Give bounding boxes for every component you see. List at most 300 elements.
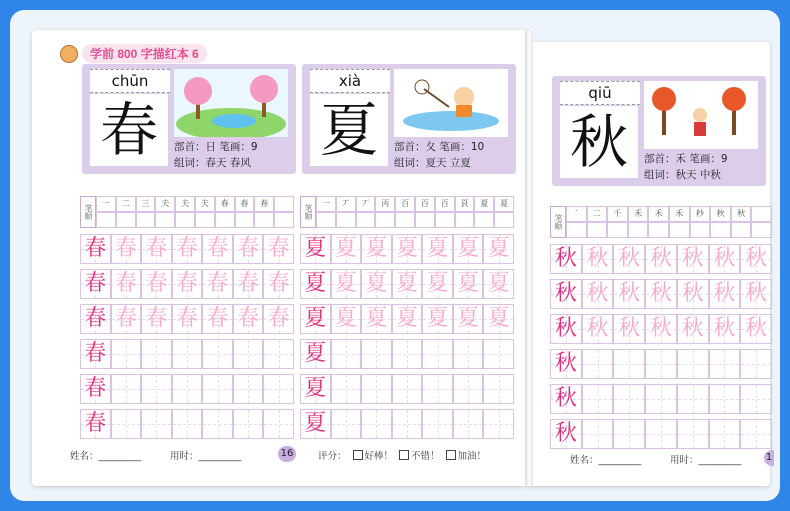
practice-cell[interactable] bbox=[202, 374, 233, 404]
trace-character: 夏 bbox=[334, 306, 357, 331]
practice-cell[interactable] bbox=[677, 349, 709, 379]
practice-cell[interactable] bbox=[422, 304, 453, 334]
trace-character: 夏 bbox=[487, 306, 510, 331]
big-character: 春 bbox=[99, 96, 158, 164]
practice-cell[interactable] bbox=[263, 269, 294, 299]
practice-cell[interactable] bbox=[550, 314, 582, 344]
practice-cell[interactable] bbox=[582, 244, 614, 274]
practice-cell[interactable] bbox=[141, 339, 172, 369]
stroke-cell: 丆 bbox=[356, 196, 376, 212]
practice-cell[interactable] bbox=[233, 269, 264, 299]
name-field: 姓名：_________ bbox=[570, 455, 642, 466]
stroke-cell bbox=[648, 222, 669, 238]
practice-cell[interactable] bbox=[300, 269, 331, 299]
stroke-cell: ′ bbox=[566, 206, 587, 222]
stroke-cell: 丙 bbox=[375, 196, 395, 212]
practice-cell[interactable] bbox=[172, 234, 203, 264]
practice-cell[interactable] bbox=[582, 279, 614, 309]
practice-cell[interactable] bbox=[202, 339, 233, 369]
stroke-cell: 秒 bbox=[690, 206, 711, 222]
practice-cell[interactable] bbox=[80, 339, 111, 369]
practice-cell[interactable] bbox=[80, 374, 111, 404]
practice-cell[interactable] bbox=[613, 279, 645, 309]
model-character: 春 bbox=[84, 411, 107, 436]
stroke-cell bbox=[435, 212, 455, 228]
stroke-cell: 百 bbox=[415, 196, 435, 212]
stroke-cells bbox=[566, 206, 772, 238]
practice-cell[interactable] bbox=[263, 304, 294, 334]
pinyin: xià bbox=[310, 69, 390, 93]
practice-cell[interactable] bbox=[361, 374, 392, 404]
practice-cell[interactable] bbox=[392, 234, 423, 264]
stroke-cell: 禾 bbox=[628, 206, 649, 222]
stroke-cell bbox=[116, 212, 136, 228]
word-examples: 组词：春天 春风 bbox=[174, 157, 251, 169]
practice-cell[interactable] bbox=[613, 419, 645, 449]
trace-character: 秋 bbox=[681, 246, 704, 271]
character-info bbox=[174, 139, 292, 171]
trace-character: 秋 bbox=[586, 316, 609, 341]
practice-cell[interactable] bbox=[582, 349, 614, 379]
practice-cell[interactable] bbox=[233, 374, 264, 404]
practice-cell[interactable] bbox=[141, 269, 172, 299]
practice-cell[interactable] bbox=[422, 234, 453, 264]
trace-character: 夏 bbox=[426, 236, 449, 261]
name-field: 姓名：_________ bbox=[70, 451, 142, 462]
model-character: 夏 bbox=[304, 306, 327, 331]
pinyin: chūn bbox=[90, 69, 170, 93]
stroke-cell bbox=[195, 212, 215, 228]
stroke-cell: 秋 bbox=[710, 206, 731, 222]
trace-character: 秋 bbox=[745, 246, 768, 271]
bear-mascot-icon bbox=[60, 45, 78, 63]
trace-character: 夏 bbox=[334, 236, 357, 261]
trace-character: 秋 bbox=[649, 316, 672, 341]
stroke-cell: 夏 bbox=[474, 196, 494, 212]
practice-cell[interactable] bbox=[709, 419, 741, 449]
book-spine bbox=[525, 30, 533, 486]
practice-cell[interactable] bbox=[300, 374, 331, 404]
practice-cell[interactable] bbox=[677, 314, 709, 344]
practice-cell[interactable] bbox=[422, 339, 453, 369]
practice-row bbox=[80, 409, 294, 439]
practice-cell[interactable] bbox=[111, 234, 142, 264]
practice-cell[interactable] bbox=[111, 339, 142, 369]
practice-row bbox=[300, 304, 514, 334]
practice-cell[interactable] bbox=[645, 419, 677, 449]
practice-cell[interactable] bbox=[300, 234, 331, 264]
stroke-cell bbox=[175, 212, 195, 228]
stroke-cell: 一 bbox=[96, 196, 116, 212]
practice-cell[interactable] bbox=[550, 244, 582, 274]
practice-cell[interactable] bbox=[483, 269, 514, 299]
model-character: 夏 bbox=[304, 271, 327, 296]
practice-cell[interactable] bbox=[141, 409, 172, 439]
practice-cell[interactable] bbox=[331, 339, 362, 369]
practice-cell[interactable] bbox=[172, 304, 203, 334]
trace-character: 夏 bbox=[365, 271, 388, 296]
practice-cell[interactable] bbox=[740, 279, 772, 309]
trace-character: 夏 bbox=[457, 236, 480, 261]
stroke-cell: 禾 bbox=[669, 206, 690, 222]
practice-cell[interactable] bbox=[331, 374, 362, 404]
stroke-cell: 千 bbox=[607, 206, 628, 222]
model-character: 夏 bbox=[304, 376, 327, 401]
stroke-cell bbox=[375, 212, 395, 228]
character-card-chun bbox=[82, 64, 296, 174]
trace-character: 秋 bbox=[745, 316, 768, 341]
practice-row bbox=[550, 314, 772, 344]
stroke-cell bbox=[566, 222, 587, 238]
practice-cell[interactable] bbox=[141, 234, 172, 264]
checkbox-icon bbox=[353, 450, 363, 460]
trace-character: 秋 bbox=[618, 246, 641, 271]
practice-cell[interactable] bbox=[111, 304, 142, 334]
practice-cell[interactable] bbox=[483, 234, 514, 264]
stroke-cell: 頁 bbox=[455, 196, 475, 212]
trace-character: 夏 bbox=[334, 271, 357, 296]
practice-cell[interactable] bbox=[80, 409, 111, 439]
character-box bbox=[90, 94, 168, 166]
stroke-cell: 禾 bbox=[648, 206, 669, 222]
practice-cell[interactable] bbox=[453, 339, 484, 369]
practice-cell[interactable] bbox=[300, 304, 331, 334]
stroke-cells bbox=[316, 196, 514, 228]
practice-cell[interactable] bbox=[453, 374, 484, 404]
trace-character: 春 bbox=[267, 271, 290, 296]
word-examples: 组词：秋天 中秋 bbox=[644, 169, 721, 181]
trace-character: 秋 bbox=[618, 316, 641, 341]
stroke-cell bbox=[415, 212, 435, 228]
practice-cell[interactable] bbox=[172, 374, 203, 404]
practice-cell[interactable] bbox=[263, 339, 294, 369]
checkbox-icon bbox=[399, 450, 409, 460]
practice-cell[interactable] bbox=[172, 269, 203, 299]
trace-character: 春 bbox=[237, 271, 260, 296]
practice-cell[interactable] bbox=[361, 304, 392, 334]
trace-character: 春 bbox=[237, 236, 260, 261]
stroke-cell bbox=[628, 222, 649, 238]
practice-cell[interactable] bbox=[645, 349, 677, 379]
practice-cell[interactable] bbox=[111, 409, 142, 439]
stroke-cell bbox=[316, 212, 336, 228]
practice-cell[interactable] bbox=[483, 409, 514, 439]
stroke-cell bbox=[336, 212, 356, 228]
word-examples: 组词：夏天 立夏 bbox=[394, 157, 471, 169]
stroke-cell: 夫 bbox=[175, 196, 195, 212]
big-character: 夏 bbox=[319, 96, 378, 164]
practice-cell[interactable] bbox=[80, 234, 111, 264]
model-character: 春 bbox=[84, 376, 107, 401]
stroke-cell: 秋 bbox=[731, 206, 752, 222]
trace-character: 春 bbox=[145, 306, 168, 331]
stroke-cell bbox=[155, 212, 175, 228]
model-character: 春 bbox=[84, 341, 107, 366]
trace-character: 春 bbox=[267, 306, 290, 331]
radical-strokes: 部首：禾 笔画：9 bbox=[644, 153, 728, 165]
trace-character: 秋 bbox=[649, 281, 672, 306]
trace-character: 夏 bbox=[395, 271, 418, 296]
model-character: 春 bbox=[84, 236, 107, 261]
stroke-cell bbox=[587, 222, 608, 238]
practice-cell[interactable] bbox=[331, 409, 362, 439]
practice-cell[interactable] bbox=[392, 409, 423, 439]
practice-cell[interactable] bbox=[392, 269, 423, 299]
practice-row bbox=[80, 304, 294, 334]
character-card-qiu bbox=[552, 76, 766, 186]
stroke-cell bbox=[235, 212, 255, 228]
model-character: 秋 bbox=[554, 421, 577, 446]
score-option: 好棒！ bbox=[364, 451, 394, 462]
trace-character: 秋 bbox=[713, 281, 736, 306]
practice-cell[interactable] bbox=[422, 409, 453, 439]
practice-cell[interactable] bbox=[709, 349, 741, 379]
stroke-cell: 夫 bbox=[155, 196, 175, 212]
practice-cell[interactable] bbox=[677, 419, 709, 449]
practice-cell[interactable] bbox=[392, 339, 423, 369]
trace-character: 夏 bbox=[457, 271, 480, 296]
practice-cell[interactable] bbox=[331, 234, 362, 264]
practice-cell[interactable] bbox=[111, 269, 142, 299]
checkbox-icon bbox=[446, 450, 456, 460]
time-field: 用时：_________ bbox=[170, 451, 242, 462]
product-image-frame bbox=[10, 10, 780, 501]
stroke-cell bbox=[494, 212, 514, 228]
stroke-cell bbox=[751, 222, 772, 238]
practice-cell[interactable] bbox=[361, 234, 392, 264]
stroke-cell bbox=[274, 196, 294, 212]
practice-cell[interactable] bbox=[677, 244, 709, 274]
practice-row bbox=[550, 279, 772, 309]
practice-cell[interactable] bbox=[453, 269, 484, 299]
practice-row bbox=[80, 374, 294, 404]
practice-cell[interactable] bbox=[740, 349, 772, 379]
trace-character: 夏 bbox=[395, 306, 418, 331]
stroke-cell bbox=[710, 222, 731, 238]
practice-cell[interactable] bbox=[361, 269, 392, 299]
practice-row bbox=[300, 234, 514, 264]
trace-character: 春 bbox=[206, 271, 229, 296]
practice-cell[interactable] bbox=[613, 384, 645, 414]
trace-character: 春 bbox=[114, 271, 137, 296]
stroke-cell bbox=[690, 222, 711, 238]
practice-cell[interactable] bbox=[453, 304, 484, 334]
practice-row bbox=[300, 339, 514, 369]
practice-cell[interactable] bbox=[613, 349, 645, 379]
practice-cell[interactable] bbox=[300, 409, 331, 439]
radical-strokes: 部首：夂 笔画：10 bbox=[394, 141, 485, 153]
practice-cell[interactable] bbox=[709, 244, 741, 274]
stroke-cell: 春 bbox=[235, 196, 255, 212]
practice-cell[interactable] bbox=[582, 419, 614, 449]
practice-cell[interactable] bbox=[202, 304, 233, 334]
trace-character: 夏 bbox=[365, 306, 388, 331]
practice-cell[interactable] bbox=[263, 374, 294, 404]
practice-cell[interactable] bbox=[233, 339, 264, 369]
stroke-cell bbox=[136, 212, 156, 228]
trace-character: 夏 bbox=[395, 236, 418, 261]
character-box bbox=[560, 106, 638, 178]
trace-character: 夏 bbox=[487, 271, 510, 296]
stroke-cell bbox=[455, 212, 475, 228]
practice-cell[interactable] bbox=[709, 314, 741, 344]
stroke-cell: 百 bbox=[395, 196, 415, 212]
page-number: 16 bbox=[278, 446, 296, 462]
time-field: 用时：_________ bbox=[670, 455, 742, 466]
stroke-order-row bbox=[300, 196, 514, 228]
stroke-cell: 一 bbox=[316, 196, 336, 212]
practice-cell[interactable] bbox=[202, 409, 233, 439]
practice-cell[interactable] bbox=[550, 349, 582, 379]
practice-cell[interactable] bbox=[740, 384, 772, 414]
stroke-order-row bbox=[80, 196, 294, 228]
practice-cell[interactable] bbox=[202, 234, 233, 264]
trace-character: 春 bbox=[145, 271, 168, 296]
practice-cell[interactable] bbox=[331, 269, 362, 299]
trace-character: 夏 bbox=[426, 306, 449, 331]
practice-cell[interactable] bbox=[582, 384, 614, 414]
practice-cell[interactable] bbox=[233, 234, 264, 264]
practice-row bbox=[300, 374, 514, 404]
trace-character: 秋 bbox=[649, 246, 672, 271]
practice-cell[interactable] bbox=[677, 279, 709, 309]
stroke-cell bbox=[96, 212, 116, 228]
practice-row bbox=[550, 244, 772, 274]
practice-cell[interactable] bbox=[172, 409, 203, 439]
practice-cell[interactable] bbox=[483, 374, 514, 404]
practice-cell[interactable] bbox=[483, 339, 514, 369]
stroke-cell bbox=[751, 206, 772, 222]
stroke-cell: 丆 bbox=[336, 196, 356, 212]
trace-character: 秋 bbox=[713, 316, 736, 341]
trace-character: 夏 bbox=[457, 306, 480, 331]
trace-character: 春 bbox=[206, 306, 229, 331]
trace-character: 春 bbox=[175, 236, 198, 261]
stroke-cell bbox=[254, 212, 274, 228]
practice-cell[interactable] bbox=[361, 409, 392, 439]
trace-character: 春 bbox=[175, 271, 198, 296]
character-box bbox=[310, 94, 388, 166]
stroke-cell bbox=[669, 222, 690, 238]
model-character: 夏 bbox=[304, 236, 327, 261]
practice-cell[interactable] bbox=[740, 314, 772, 344]
practice-cell[interactable] bbox=[263, 409, 294, 439]
practice-cell[interactable] bbox=[233, 304, 264, 334]
practice-cell[interactable] bbox=[422, 269, 453, 299]
practice-cell[interactable] bbox=[645, 384, 677, 414]
practice-cell[interactable] bbox=[263, 234, 294, 264]
practice-cell[interactable] bbox=[331, 304, 362, 334]
stroke-cell: 夏 bbox=[494, 196, 514, 212]
pinyin: qiū bbox=[560, 81, 640, 105]
model-character: 秋 bbox=[554, 351, 577, 376]
trace-character: 夏 bbox=[365, 236, 388, 261]
practice-cell[interactable] bbox=[422, 374, 453, 404]
trace-character: 春 bbox=[237, 306, 260, 331]
model-character: 夏 bbox=[304, 411, 327, 436]
trace-character: 春 bbox=[145, 236, 168, 261]
trace-character: 春 bbox=[114, 306, 137, 331]
practice-cell[interactable] bbox=[740, 419, 772, 449]
practice-cell[interactable] bbox=[582, 314, 614, 344]
practice-cell[interactable] bbox=[645, 279, 677, 309]
stroke-cell bbox=[607, 222, 628, 238]
practice-cell[interactable] bbox=[709, 384, 741, 414]
trace-character: 秋 bbox=[618, 281, 641, 306]
practice-cell[interactable] bbox=[141, 304, 172, 334]
open-workbook bbox=[22, 24, 773, 494]
practice-cell[interactable] bbox=[141, 374, 172, 404]
stroke-cell bbox=[731, 222, 752, 238]
practice-cell[interactable] bbox=[300, 339, 331, 369]
practice-cell[interactable] bbox=[645, 314, 677, 344]
practice-cell[interactable] bbox=[613, 244, 645, 274]
practice-cell[interactable] bbox=[613, 314, 645, 344]
stroke-cell: 春 bbox=[215, 196, 235, 212]
character-info bbox=[644, 151, 762, 183]
practice-cell[interactable] bbox=[80, 304, 111, 334]
trace-character: 秋 bbox=[681, 316, 704, 341]
practice-cell[interactable] bbox=[172, 339, 203, 369]
model-character: 秋 bbox=[554, 246, 577, 271]
practice-cell[interactable] bbox=[80, 269, 111, 299]
practice-cell[interactable] bbox=[550, 279, 582, 309]
trace-character: 秋 bbox=[745, 281, 768, 306]
practice-cell[interactable] bbox=[233, 409, 264, 439]
model-character: 夏 bbox=[304, 341, 327, 366]
book-header bbox=[60, 44, 207, 63]
character-card-xia bbox=[302, 64, 516, 174]
practice-cell[interactable] bbox=[740, 244, 772, 274]
stroke-order-label: 笔顺 bbox=[300, 196, 316, 228]
stroke-cell: 二 bbox=[587, 206, 608, 222]
stroke-cell: 春 bbox=[254, 196, 274, 212]
practice-cell[interactable] bbox=[677, 384, 709, 414]
score-option: 不错！ bbox=[411, 451, 440, 462]
practice-row bbox=[550, 349, 772, 379]
trace-character: 春 bbox=[206, 236, 229, 261]
practice-cell[interactable] bbox=[550, 384, 582, 414]
score-label: 评分： bbox=[318, 451, 347, 462]
practice-cell[interactable] bbox=[483, 304, 514, 334]
practice-cell[interactable] bbox=[453, 234, 484, 264]
stroke-cell bbox=[474, 212, 494, 228]
practice-cell[interactable] bbox=[202, 269, 233, 299]
practice-row bbox=[80, 339, 294, 369]
score-section bbox=[318, 448, 486, 462]
practice-cell[interactable] bbox=[392, 304, 423, 334]
trace-character: 秋 bbox=[586, 246, 609, 271]
practice-cell[interactable] bbox=[361, 339, 392, 369]
stroke-cell: 三 bbox=[136, 196, 156, 212]
trace-character: 夏 bbox=[426, 271, 449, 296]
spring-illustration bbox=[174, 69, 288, 137]
practice-cell[interactable] bbox=[392, 374, 423, 404]
stroke-cell: 夫 bbox=[195, 196, 215, 212]
practice-cell[interactable] bbox=[709, 279, 741, 309]
trace-character: 夏 bbox=[487, 236, 510, 261]
stroke-cell: 二 bbox=[116, 196, 136, 212]
practice-row bbox=[80, 234, 294, 264]
practice-cell[interactable] bbox=[111, 374, 142, 404]
big-character: 秋 bbox=[569, 108, 628, 176]
stroke-order-label: 笔顺 bbox=[80, 196, 96, 228]
practice-cell[interactable] bbox=[645, 244, 677, 274]
stroke-cell bbox=[356, 212, 376, 228]
practice-cell[interactable] bbox=[453, 409, 484, 439]
page-number: 1 bbox=[764, 450, 774, 466]
practice-cell[interactable] bbox=[550, 419, 582, 449]
